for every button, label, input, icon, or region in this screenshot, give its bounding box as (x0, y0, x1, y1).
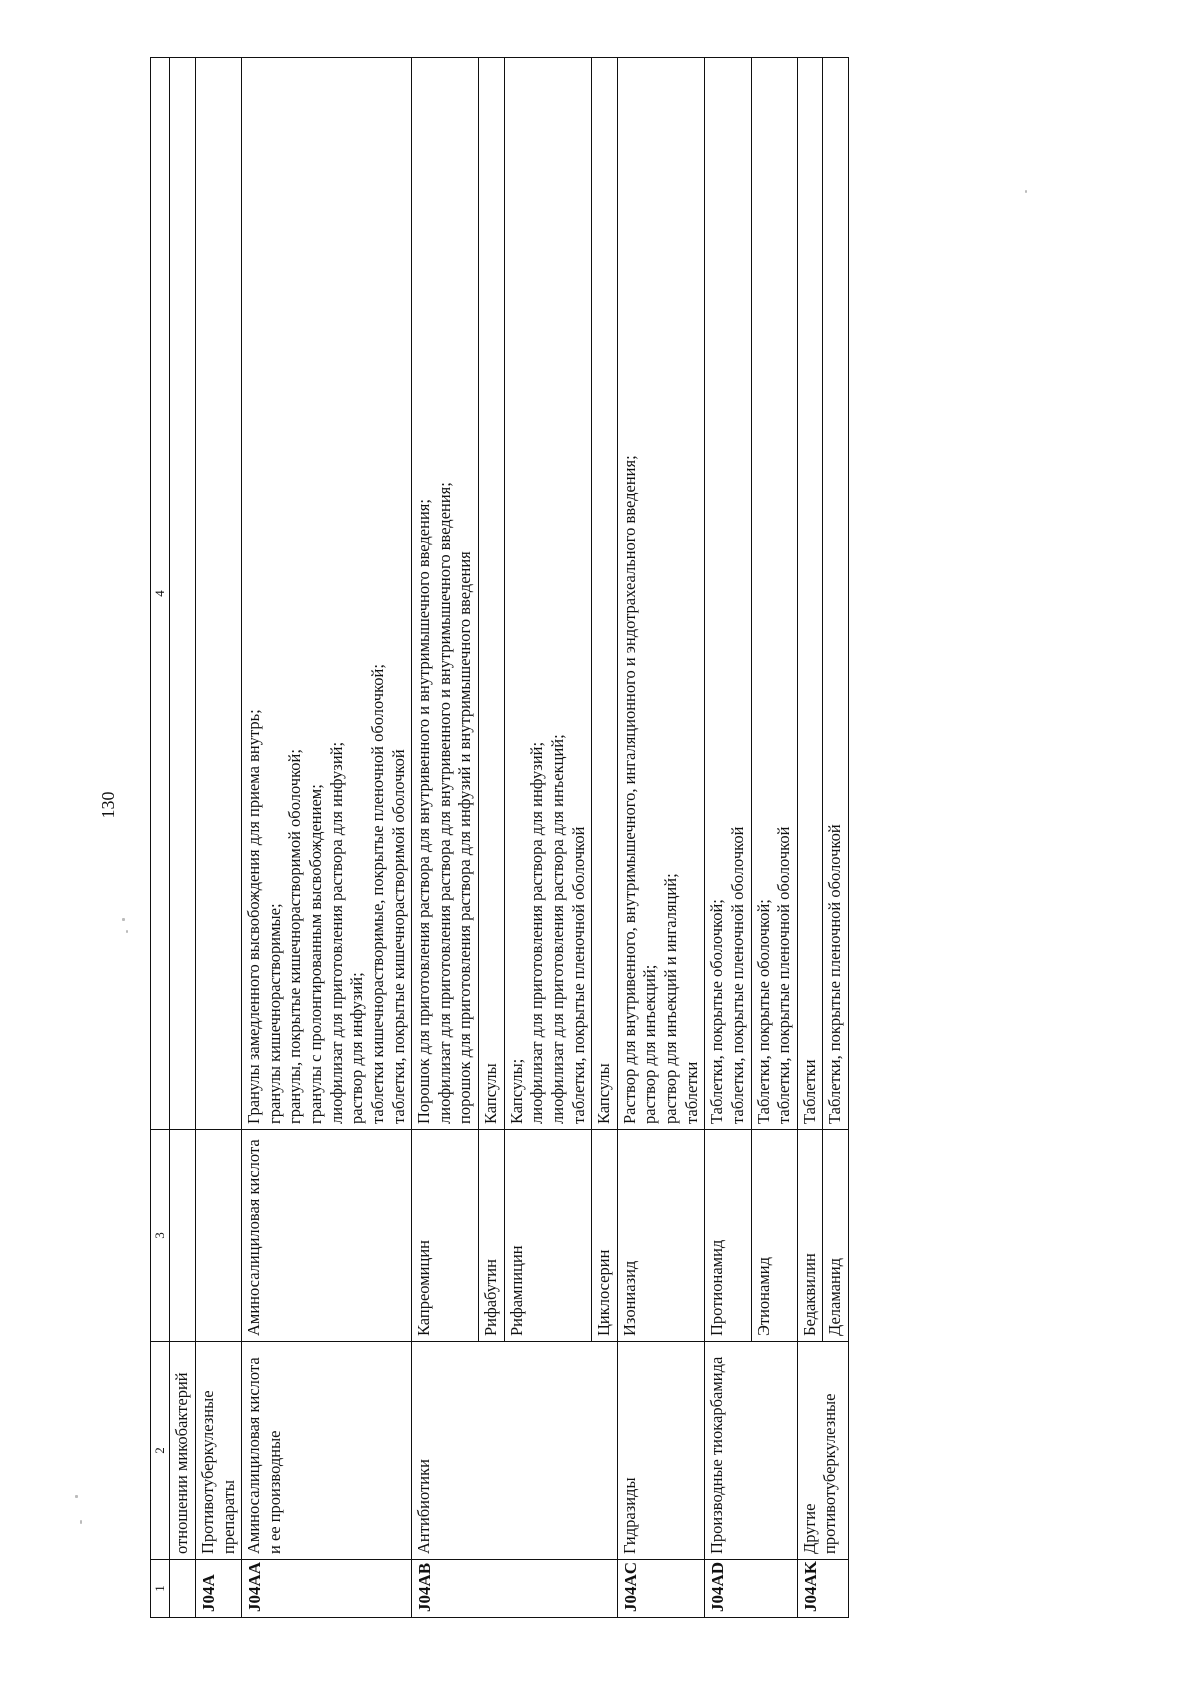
forms-cell: Таблетки, покрытые пленочной оболочкой (823, 58, 849, 1130)
table-header-row (151, 58, 170, 1618)
code-cell: J04A (195, 1560, 241, 1618)
drug-cell: Изониазид (617, 1130, 705, 1342)
group-cell: отношении микобактерий (170, 1342, 196, 1560)
group-cell: Производные тиокарбамида (705, 1342, 798, 1560)
drug-cell (170, 1130, 196, 1342)
forms-cell: Капсулы; лиофилизат для приготовления раствора для инфузий; лиофилизат для приготовления раствора для инъекций; таблетки, покрытые пленочной оболочкой (504, 58, 592, 1130)
drug-cell: Капреомицин (412, 1130, 479, 1342)
group-cell: Антибиотики (412, 1342, 618, 1560)
forms-cell: Таблетки, покрытые оболочкой; таблетки, покрытые пленочной оболочкой (751, 58, 797, 1130)
drug-cell: Протионамид (705, 1130, 751, 1342)
table-row (242, 58, 412, 1618)
code-cell: J04AK (797, 1560, 848, 1618)
code-cell: J04AD (705, 1560, 798, 1618)
table-row (797, 58, 823, 1618)
group-cell: Аминосалициловая кислота и ее производные (242, 1342, 412, 1560)
group-cell: Противотуберкулезные препараты (195, 1342, 241, 1560)
scan-speck (80, 1520, 82, 1524)
rotated-table-wrapper (150, 58, 1108, 1618)
drug-cell: Аминосалициловая кислота (242, 1130, 412, 1342)
forms-cell (170, 58, 196, 1130)
code-cell: J04AA (242, 1560, 412, 1618)
forms-cell: Гранулы замедленного высвобождения для приема внутрь; гранулы кишечнорастворимые; гранулы, покрытые кишечнорастворимой оболочкой; гранулы с пролонгированным высвобождением; лиофилизат для приготовления раствора для инфузий; раствор для инфузий; таблетки кишечнорастворимые, покрытые пленочной оболочкой; таблетки, покрытые кишечнорастворимой оболочкой (242, 58, 412, 1130)
forms-cell: Таблетки, покрытые оболочкой; таблетки, покрытые пленочной оболочкой (705, 58, 751, 1130)
scan-speck (75, 1495, 78, 1498)
table-row (617, 58, 705, 1618)
code-cell: J04AB (412, 1560, 618, 1618)
scan-speck (126, 930, 128, 933)
drug-cell: Деламанид (823, 1130, 849, 1342)
drug-table (150, 57, 849, 1618)
drug-cell (195, 1130, 241, 1342)
header-col-1: 1 (151, 1560, 170, 1618)
header-col-3: 3 (151, 1130, 170, 1342)
header-col-2: 2 (151, 1342, 170, 1560)
scan-speck (122, 918, 125, 921)
code-cell: J04AC (617, 1560, 705, 1618)
drug-cell: Этионамид (751, 1130, 797, 1342)
drug-cell: Циклосерин (592, 1130, 618, 1342)
forms-cell: Раствор для внутривенного, внутримышечного, ингаляционного и эндотрахеального введения; раствор для инъекций; раствор для инъекций и ингаляций; таблетки (617, 58, 705, 1130)
drug-cell: Рифампицин (504, 1130, 592, 1342)
forms-cell: Порошок для приготовления раствора для внутривенного и внутримышечного введения; лиофилизат для приготовления раствора для внутривенного и внутримышечного введения; порошок для приготовления раствора для инфузий и внутримышечного введения (412, 58, 479, 1130)
group-cell: Другие противотуберкулезные (797, 1342, 848, 1560)
drug-cell: Рифабутин (479, 1130, 505, 1342)
forms-cell: Капсулы (479, 58, 505, 1130)
group-cell: Гидразиды (617, 1342, 705, 1560)
page-number: 130 (98, 791, 118, 819)
table-row (412, 58, 479, 1618)
table-row (170, 58, 196, 1618)
table-row (705, 58, 751, 1618)
code-cell (170, 1560, 196, 1618)
table-row (195, 58, 241, 1618)
header-col-4: 4 (151, 58, 170, 1130)
drug-cell: Бедаквилин (797, 1130, 823, 1342)
forms-cell: Таблетки (797, 58, 823, 1130)
forms-cell: Капсулы (592, 58, 618, 1130)
forms-cell (195, 58, 241, 1130)
